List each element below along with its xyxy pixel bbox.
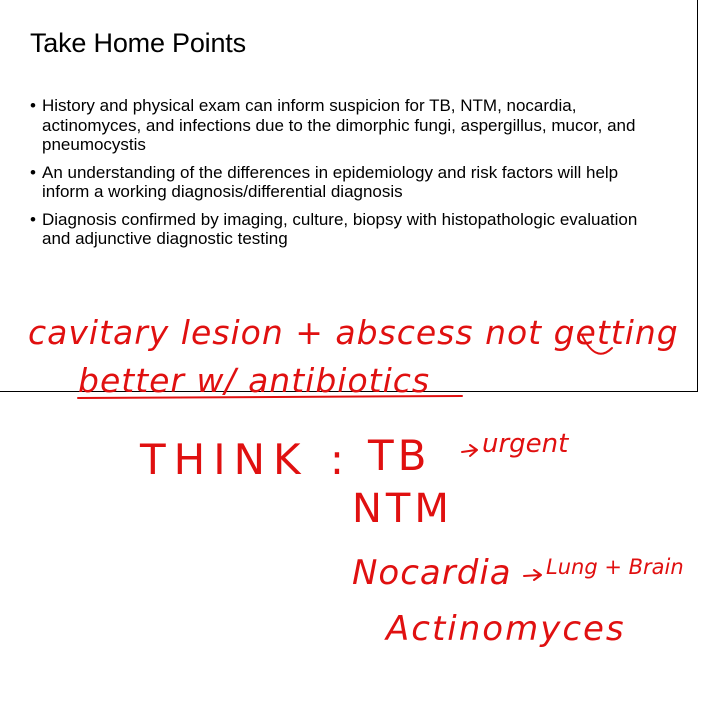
- slide-title: Take Home Points: [30, 28, 246, 58]
- handwriting-line-1: cavitary lesion + abscess not getting: [28, 313, 679, 352]
- bullet-dot: •: [30, 209, 36, 229]
- bullet-text: An understanding of the differences in epidemiology and risk factors will help inform a working diagnosis/differential diagnosis: [42, 162, 619, 201]
- arrow-icon: [462, 445, 477, 456]
- bullet-text: Diagnosis confirmed by imaging, culture, biopsy with histopathologic evaluation and adjunctive diagnostic testing: [42, 209, 638, 248]
- bullet-dot: •: [30, 162, 36, 182]
- handwriting-line-2: better w/ antibiotics: [78, 361, 431, 400]
- bullet-text: History and physical exam can inform suspicion for TB, NTM, nocardia, actinomyces, and infections due to the dimorphic fungi, aspergillus, mucor, and pneumocystis: [42, 96, 636, 154]
- nocardia-label: Nocardia: [352, 553, 512, 593]
- think-label: THINK :: [140, 435, 353, 484]
- arrow-icon: [524, 570, 541, 580]
- tb-label: TB: [368, 431, 431, 480]
- ntm-label: NTM: [352, 486, 453, 532]
- nocardia-note: Lung + Brain: [546, 555, 684, 579]
- bullet-dot: •: [30, 96, 36, 115]
- actinomyces-label: Actinomyces: [386, 609, 626, 649]
- tb-note: urgent: [482, 429, 569, 459]
